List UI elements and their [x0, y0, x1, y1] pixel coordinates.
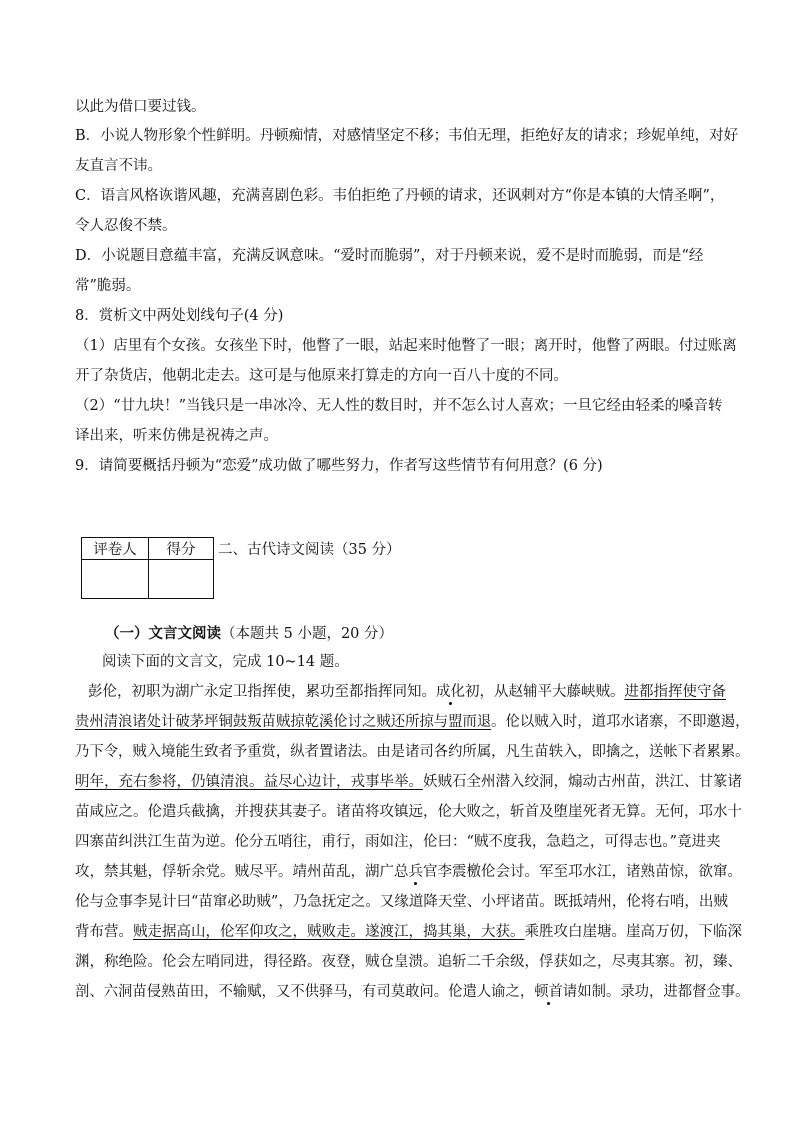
dotted-word: 成化: [436, 684, 465, 700]
grader-cell: [82, 560, 149, 599]
underlined-sentence: 明年，充右参将，仍镇清浪。益尽心边计，戎事毕举。: [75, 774, 423, 790]
passage-line: 彭伦，初职为湖广永定卫指挥使，累功至都指挥同知。成化初，从赵辅平大藤峡贼。进都指挥使守备: [88, 684, 726, 700]
score-cell: [149, 560, 214, 599]
question-8-item-2-cont: 译出来，听来仿佛是祝祷之声。: [75, 428, 278, 444]
option-c-cont: 令人忍俊不禁。: [75, 218, 177, 234]
reading-instruction: 阅读下面的文言文，完成 10~14 题。: [102, 654, 349, 670]
passage-line: 贵州清浪诸处计破茅坪铜鼓叛苗贼掠乾溪伦讨之贼还所掠与盟而退。伦以贼入时，道邛水诸寨，不即邀遏，: [75, 714, 750, 730]
question-8: 8．赏析文中两处划线句子(4 分): [75, 308, 284, 324]
subsection-note: （本题共 5 小题，20 分）: [221, 626, 394, 642]
dotted-word: 顿首: [534, 984, 563, 1000]
score-header: 得分: [149, 538, 214, 560]
question-9: 9．请简要概括丹顿为“恋爱”成功做了哪些努力，作者写这些情节有何用意？(6 分): [75, 458, 603, 474]
option-c: C．语言风格诙谐风趣，充满喜剧色彩。韦伯拒绝了丹顿的请求，还讽刺对方“你是本镇的大情圣啊”，: [75, 188, 725, 204]
score-table: [81, 537, 214, 599]
option-d-cont: 常”脆弱。: [75, 278, 141, 294]
subsection-title: [105, 622, 393, 643]
section-title: 二、古代诗文阅读（35 分）: [218, 542, 401, 558]
passage-line: 乃下令，贼入境能生致者予重赏，纵者置诸法。由是诸司各约所属，凡生苗轶入，即擒之，送帐下者累累。: [75, 744, 750, 760]
question-8-item-1: （1）店里有个女孩。女孩坐下时，他瞥了一眼，站起来时他瞥了一眼；离开时，他瞥了两眼。付过账离: [75, 338, 737, 354]
underlined-sentence: 进都指挥使守备: [624, 684, 726, 700]
dotted-word: 总兵官: [394, 864, 438, 880]
option-b-cont: 友直言不讳。: [75, 158, 162, 174]
option-d: D．小说题目意蕴丰富，充满反讽意味。“爱时而脆弱”，对于丹顿来说，爱不是时而脆弱，而是“经: [75, 248, 704, 264]
passage-line: 明年，充右参将，仍镇清浪。益尽心边计，戎事毕举。妖贼石全州潜入绞洞，煽动古州苗，洪江、甘篆诸: [75, 774, 742, 790]
question-8-item-1-cont: 开了杂货店，他朝北走去。这可是与他原来打算走的方向一百八十度的不同。: [75, 368, 568, 384]
underlined-sentence: 贼走据高山，伦军仰攻之，贼败走。遂渡江，捣其巢，大获。: [133, 924, 525, 940]
grader-header: 评卷人: [82, 538, 149, 560]
passage-line: 渊，称绝险。伦会左哨同进，得径路。夜登，贼仓皇溃。追斩二千余级，俘获如之，尽夷其寨。初，臻、: [75, 954, 742, 970]
passage-line: 伦与佥事李晃计曰“苗窜必助贼”，乃急抚定之。又缘道降天堂、小坪诸苗。既抵靖州，伦将右哨，出贼: [75, 894, 728, 910]
passage-line: 攻，禁其魁，俘斩余党。贼尽平。靖州苗乱，湖广总兵官李震檄伦会讨。军至邛水江，诸熟苗惊，欲窜。: [75, 864, 742, 880]
passage-line: 苗咸应之。伦遣兵截擒，并搜获其妻子。诸苗将攻镇远，伦大败之，斩首及堕崖死者无算。无何，邛水十: [75, 804, 742, 820]
passage-line: 四寨苗纠洪江生苗为逆。伦分五哨往，甫行，雨如注，伦曰：“贼不度我，急趋之，可得志也。”竟进夹: [75, 834, 721, 850]
subsection-label: （一）文言文阅读: [105, 626, 221, 642]
option-a-tail: 以此为借口要过钱。: [75, 99, 206, 115]
underlined-sentence: 贵州清浪诸处计破茅坪铜鼓叛苗贼掠乾溪伦讨之贼还所掠与盟而退: [75, 714, 492, 730]
question-8-item-2: （2）“廿九块！”当钱只是一串冰冷、无人性的数目时，并不怎么讨人喜欢；一旦它经由轻柔的嗓音转: [75, 398, 723, 414]
option-b: B．小说人物形象个性鲜明。丹顿痴情，对感情坚定不移；韦伯无理，拒绝好友的请求；珍妮单纯，对好: [75, 128, 739, 144]
passage-line: 背布营。贼走据高山，伦军仰攻之，贼败走。遂渡江，捣其巢，大获。乘胜攻白崖塘。崖高万仞，下临深: [75, 924, 742, 940]
passage-line: 剖、六洞苗侵熟苗田，不输赋，又不供驿马，有司莫敢问。伦遣人谕之，顿首请如制。录功，进都督佥事。: [75, 984, 750, 1000]
